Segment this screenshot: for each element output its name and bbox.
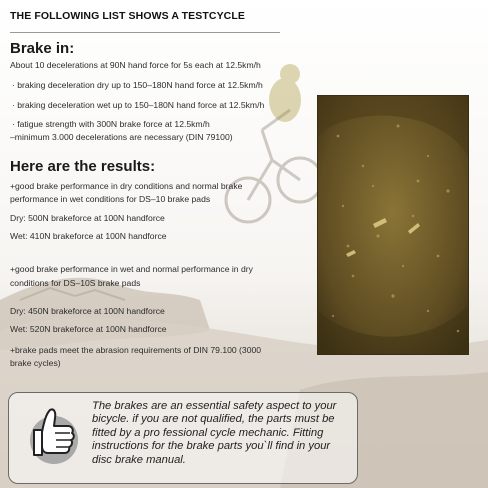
results-line: Dry: 500N brakeforce at 100N handforce — [10, 213, 165, 223]
thumbs-up-icon — [20, 400, 90, 470]
brake-pad-texture — [318, 96, 468, 354]
safety-note-text — [92, 400, 352, 467]
results-line: +good brake performance in dry conditions and normal brake — [10, 181, 243, 191]
results-line: Wet: 410N brakeforce at 100N handforce — [10, 231, 167, 241]
brake-pad-photo — [318, 96, 468, 354]
results-line: performance in wet conditions for DS–10 brake pads — [10, 194, 211, 204]
brake-in-line: –minimum 3.000 decelerations are necessary (DIN 79100) — [10, 132, 233, 142]
results-line: Wet: 520N brakeforce at 100N handforce — [10, 324, 167, 334]
results-line: Dry: 450N brakeforce at 100N handforce — [10, 306, 165, 316]
note-line: bicycle. if you are not qualified, the parts must be — [92, 413, 335, 426]
results-line: +brake pads meet the abrasion requirements of DIN 79.100 (3000 — [10, 345, 262, 355]
note-line: The brakes are an essential safety aspect to your — [92, 400, 337, 412]
results-line: conditions for DS–10S brake pads — [10, 278, 141, 288]
brake-in-line: · braking deceleration wet up to 150–180N hand force at 12.5km/h — [12, 100, 265, 110]
note-line: instructions for the brake parts you`ll find in your — [92, 440, 331, 453]
brake-in-line: · fatigue strength with 300N brake force at 12.5km/h — [12, 119, 210, 129]
note-line: disc brake manual. — [92, 453, 186, 466]
brake-in-line: · braking deceleration dry up to 150–180N hand force at 12.5km/h — [12, 80, 263, 90]
header-divider — [10, 32, 280, 33]
results-heading: Here are the results: — [10, 158, 156, 175]
brake-in-line: About 10 decelerations at 90N hand force for 5s each at 12.5km/h — [10, 60, 261, 70]
note-line: fitted by a pro fessional cycle mechanic. Fitting — [92, 426, 324, 439]
brake-in-heading: Brake in: — [10, 40, 75, 57]
results-line: +good brake performance in wet and normal performance in dry — [10, 264, 253, 274]
page-header: THE FOLLOWING LIST SHOWS A TESTCYCLE — [10, 10, 245, 22]
results-line: brake cycles) — [10, 358, 61, 368]
